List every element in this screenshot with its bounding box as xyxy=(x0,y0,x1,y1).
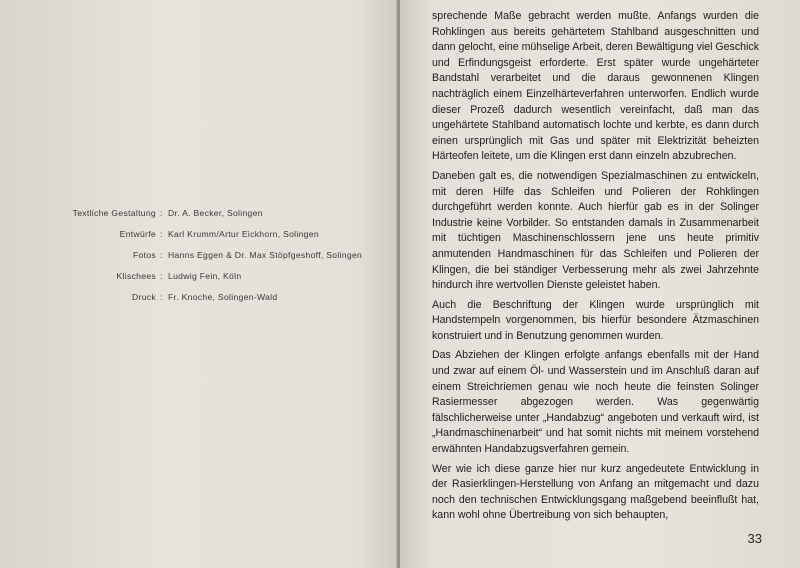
credit-row xyxy=(20,223,390,244)
body-text xyxy=(432,9,759,528)
credit-value: Ludwig Fein, Köln xyxy=(168,270,242,281)
paragraph: Auch die Beschriftung der Klingen wurde ursprünglich mit Handstempeln vorgenommen, bis hierfür besondere Ätzmaschinen konstruiert und in Benutzung genommen wurden. xyxy=(432,298,759,342)
credit-label: Entwürfe xyxy=(119,228,156,239)
credit-separator: : xyxy=(160,207,163,218)
credit-row xyxy=(20,265,390,286)
paragraph: Wer wie ich diese ganze hier nur kurz angedeutete Entwicklung in der Rasierklingen-Herstellung von Anfang an mitgemacht und dazu noch den technischen Entwicklungsgang maßgebend beeinflußt hat, kann wohl ohne Übertreibung von sich behaupten, xyxy=(432,462,759,522)
credit-separator: : xyxy=(160,228,163,239)
credit-label: Klischees xyxy=(116,270,156,281)
credit-value: Karl Krumm/Artur Eickhorn, Solingen xyxy=(168,228,319,239)
left-page xyxy=(0,0,398,568)
credit-label: Textliche Gestaltung xyxy=(72,207,156,218)
credit-value: Hanns Eggen & Dr. Max Stöpfgeshoff, Solingen xyxy=(168,249,363,260)
credits-list xyxy=(20,202,390,307)
credit-row xyxy=(20,286,390,307)
credit-separator: : xyxy=(160,249,163,260)
credit-value: Dr. A. Becker, Solingen xyxy=(168,207,263,218)
credit-separator: : xyxy=(160,291,163,302)
credit-label: Fotos xyxy=(133,249,156,260)
paragraph: sprechende Maße gebracht werden mußte. Anfangs wurden die Rohklingen aus bereits gehärtetem Stahlband ausgeschnitten und dann gelocht, eine mühselige Arbeit, deren Bewältigung viel Geschick und Erfindungsgeist erforderte. Erst später wurde ungehärteter Bandstahl verarbeitet und die daraus gewonnenen Klingen nachträglich einem Einzelhärteverfahren unterworfen. Endlich wurde dieser Prozeß dadurch wesentlich vereinfacht, daß man das ungehärtete Stahlband automatisch lochte und kerbte, es dann durch einen ursprünglich mit Gas und später mit Elektrizität beheizten Härteofen leitete, um die Klingen erst dann einzeln abzubrechen. xyxy=(432,10,759,163)
page-number: 33 xyxy=(747,531,762,546)
credit-row xyxy=(20,202,390,223)
credit-separator: : xyxy=(160,270,163,281)
credit-row xyxy=(20,244,390,265)
paragraph: Daneben galt es, die notwendigen Spezialmaschinen zu entwickeln, mit deren Hilfe das Schleifen und Polieren der Rohklingen durchgeführt werden konnte. Auch hierfür gab es in der Solinger Industrie keine Vorbilder. So entstanden damals in Zusammenarbeit mit tüchtigen Maschinenschlossern jene uns heute primitiv anmutenden Handmaschinen für das Schleifen und Polieren der Klingen, die bei ständiger Verbesserung mehr als zwei Jahrzehnte hindurch ihre wertvollen Dienste geleistet haben. xyxy=(432,169,759,292)
right-page xyxy=(400,0,800,568)
credit-value: Fr. Knoche, Solingen-Wald xyxy=(168,291,278,302)
paragraph: Das Abziehen der Klingen erfolgte anfangs ebenfalls mit der Hand und zwar auf einem Öl- und Wasserstein und im Anschluß daran auf einem Streichriemen genau wie noch heute die feinsten Solinger Rasiermesser abgezogen werden. Was gegenwärtig fälschlicherweise unter „Handabzug“ angeboten und verkauft wird, ist „Handmaschinenarbeit“ und hat somit nichts mit meinem vorstehend erwähnten Handabzugsverfahren gemein. xyxy=(432,349,759,456)
credit-label: Druck xyxy=(132,291,156,302)
